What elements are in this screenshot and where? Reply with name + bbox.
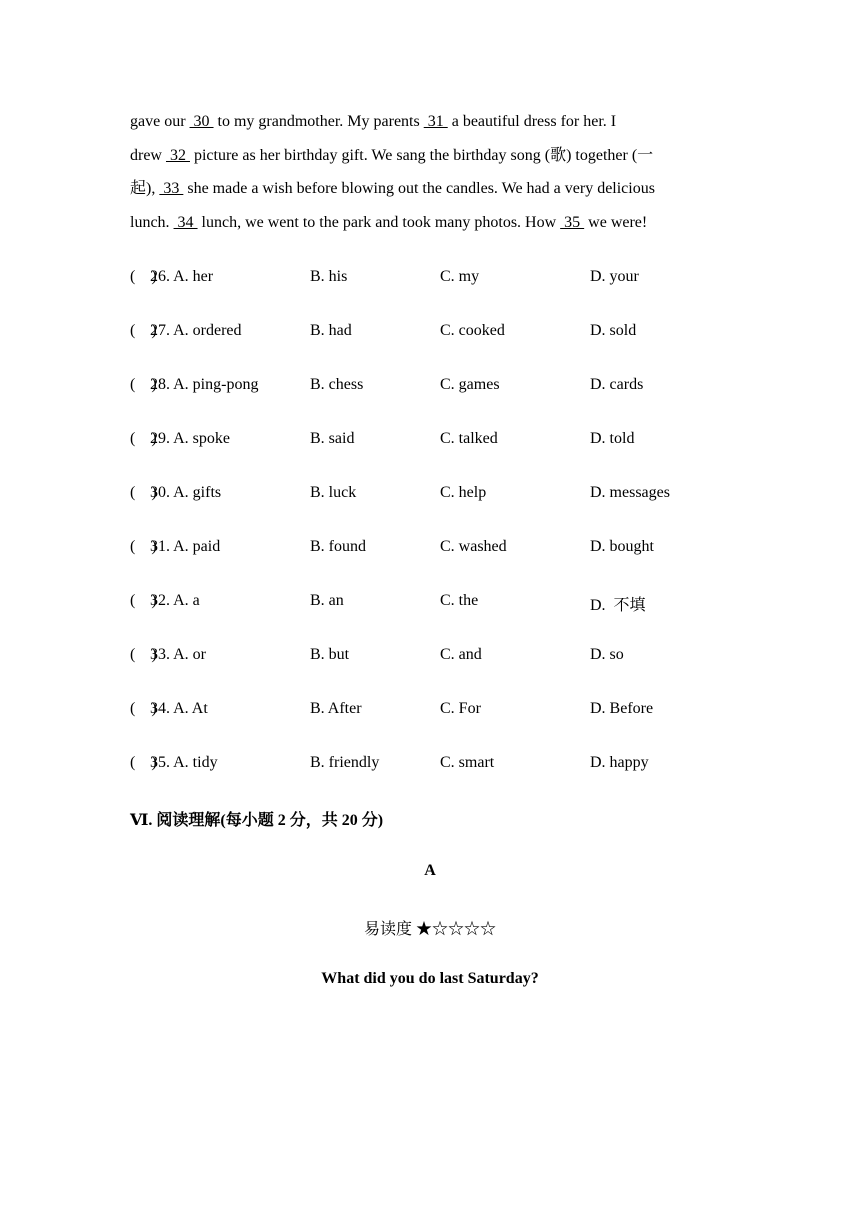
part-letter: A — [424, 862, 436, 879]
passage-text: lunch, we went to the park and took many photos. How — [197, 213, 561, 231]
option-c: C. help — [440, 484, 487, 501]
option-a: 31. A. paid — [150, 538, 221, 555]
option-d: D. so — [590, 646, 624, 663]
option-a: 27. A. ordered — [150, 322, 242, 339]
option-c: C. talked — [440, 430, 498, 447]
blank-33: 33 — [159, 180, 184, 197]
option-d: D. messages — [590, 484, 670, 501]
option-b: B. an — [310, 592, 344, 609]
option-b: B. After — [310, 700, 362, 717]
option-a: 29. A. spoke — [150, 430, 230, 447]
option-c: C. my — [440, 268, 480, 285]
option-a: 26. A. her — [150, 268, 214, 285]
option-d: D. 不填 — [590, 597, 646, 614]
passage-text: lunch. — [130, 213, 174, 231]
option-b: B. luck — [310, 484, 357, 501]
option-a: 28. A. ping-pong — [150, 376, 259, 393]
option-a: 35. A. tidy — [150, 754, 218, 771]
option-c: C. washed — [440, 538, 507, 555]
blank-34: 34 — [173, 213, 198, 231]
option-b: B. said — [310, 430, 355, 447]
passage-text: drew — [130, 146, 166, 164]
answer-bracket[interactable]: ( ) — [130, 430, 157, 447]
option-c: C. smart — [440, 754, 495, 771]
option-d: D. bought — [590, 538, 654, 555]
answer-bracket[interactable]: ( ) — [130, 592, 157, 609]
option-c: C. For — [440, 700, 481, 717]
passage-text: 起), — [130, 180, 160, 197]
answer-bracket[interactable]: ( ) — [130, 484, 157, 501]
option-b: B. friendly — [310, 754, 380, 771]
article-title: What did you do last Saturday? — [321, 970, 539, 987]
difficulty-rating: 易读度 ★☆☆☆☆ — [363, 921, 496, 938]
option-b: B. but — [310, 646, 350, 663]
section-title: Ⅵ. 阅读理解(每小题 2 分，共 20 分) — [130, 812, 384, 829]
option-d: D. cards — [590, 376, 644, 393]
cloze-passage — [130, 105, 740, 239]
passage-text: a beautiful dress for her. I — [447, 113, 617, 130]
blank-31: 31 — [423, 113, 448, 130]
option-c: C. and — [440, 646, 482, 663]
answer-bracket[interactable]: ( ) — [130, 322, 157, 339]
passage-line-2 — [130, 139, 740, 173]
option-a: 34. A. At — [150, 700, 208, 717]
option-c: C. the — [440, 592, 479, 609]
passage-line-4 — [130, 206, 740, 240]
option-a: 30. A. gifts — [150, 484, 222, 501]
blank-30: 30 — [189, 113, 214, 130]
answer-bracket[interactable]: ( ) — [130, 538, 157, 555]
option-c: C. cooked — [440, 322, 505, 339]
option-d: D. Before — [590, 700, 654, 717]
passage-line-1 — [130, 105, 740, 139]
blank-32: 32 — [165, 146, 190, 164]
passage-text: gave our — [130, 113, 190, 130]
option-b: B. had — [310, 322, 352, 339]
option-b: B. his — [310, 268, 348, 285]
passage-text: picture as her birthday gift. We sang the birthday song (歌) together (一 — [189, 146, 654, 164]
answer-bracket[interactable]: ( ) — [130, 268, 157, 285]
answer-bracket[interactable]: ( ) — [130, 754, 157, 771]
option-a: 32. A. a — [150, 592, 200, 609]
option-b: B. found — [310, 538, 366, 555]
option-d: D. your — [590, 268, 639, 285]
answer-bracket[interactable]: ( ) — [130, 646, 157, 663]
answer-bracket[interactable]: ( ) — [130, 700, 157, 717]
passage-text: we were! — [584, 213, 648, 231]
option-d: D. sold — [590, 322, 637, 339]
answer-bracket[interactable]: ( ) — [130, 376, 157, 393]
blank-35: 35 — [560, 213, 585, 231]
passage-line-3 — [130, 172, 740, 206]
option-a: 33. A. or — [150, 646, 206, 663]
option-d: D. told — [590, 430, 635, 447]
passage-text: to my grandmother. My parents — [213, 113, 424, 130]
option-b: B. chess — [310, 376, 364, 393]
option-d: D. happy — [590, 754, 649, 771]
option-c: C. games — [440, 376, 500, 393]
passage-text: she made a wish before blowing out the candles. We had a very delicious — [183, 180, 655, 197]
